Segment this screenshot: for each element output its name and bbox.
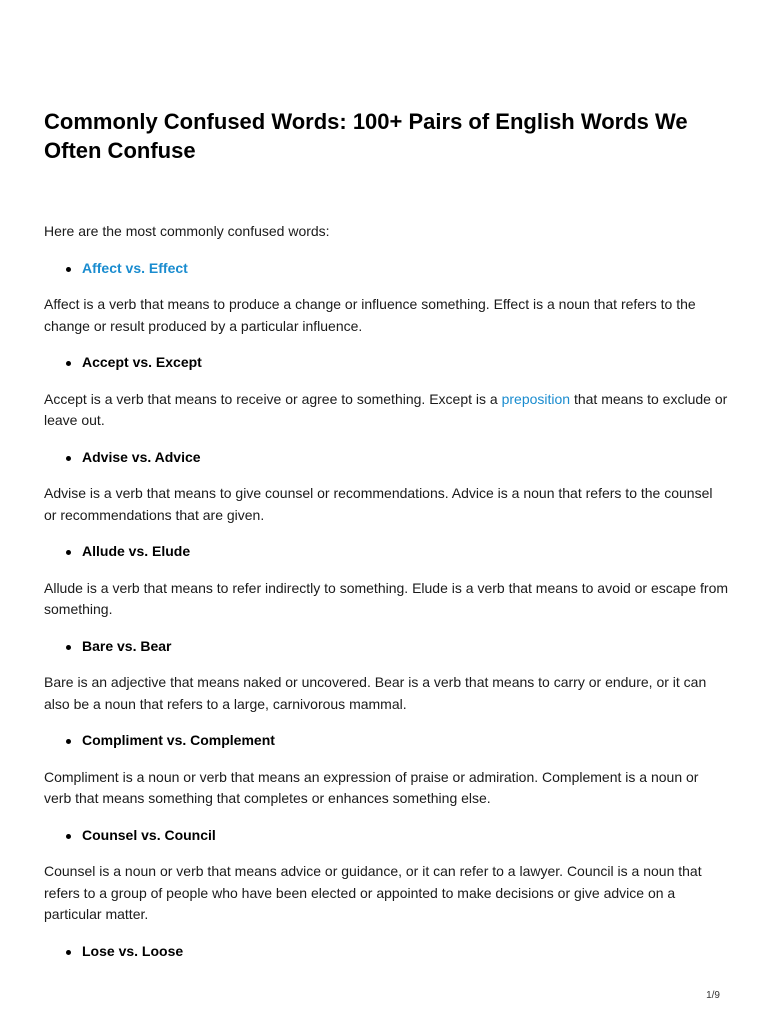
- entry-desc-affect-effect: Affect is a verb that means to produce a change or influence something. Effect is a noun that refers to the change or result produced by a particular influence.: [44, 296, 696, 334]
- entry-term-lose-loose: [44, 941, 728, 963]
- entry-term-bare-bear: [44, 636, 728, 658]
- term-label-advise-advice: Advise vs. Advice: [44, 447, 728, 469]
- bullet-icon: [66, 950, 71, 955]
- bullet-icon: [66, 456, 71, 461]
- entry-desc-compliment-complement: Compliment is a noun or verb that means an expression of praise or admiration. Complement is a noun or verb that means something that completes or enhances something else.: [44, 768, 699, 806]
- document-body: [44, 221, 728, 977]
- term-label-bare-bear: Bare vs. Bear: [44, 636, 728, 658]
- entry-desc-counsel-council: Counsel is a noun or verb that means advice or guidance, or it can refer to a lawyer. Council is a noun that refers to a group of people who have been elected or appointed to make decisions or give advice on a particular matter.: [44, 863, 702, 922]
- entry-term-accept-except: [44, 352, 728, 374]
- term-label-counsel-council: Counsel vs. Council: [44, 825, 728, 847]
- bullet-icon: [66, 739, 71, 744]
- entry-term-allude-elude: [44, 541, 728, 563]
- bullet-icon: [66, 361, 71, 366]
- bullet-icon: [66, 834, 71, 839]
- term-label-compliment-complement: Compliment vs. Complement: [44, 730, 728, 752]
- entry-desc-bare-bear: Bare is an adjective that means naked or uncovered. Bear is a verb that means to carry or endure, or it can also be a noun that refers to a large, carnivorous mammal.: [44, 674, 707, 712]
- entry-term-compliment-complement: [44, 730, 728, 752]
- entry-term-affect-effect: [44, 258, 728, 280]
- entry-term-advise-advice: [44, 447, 728, 469]
- entry-desc-accept-except: Accept is a verb that means to receive or agree to something. Except is a preposition that means to exclude or leave out.: [44, 390, 728, 428]
- term-label-lose-loose: Lose vs. Loose: [44, 941, 728, 963]
- term-label-accept-except: Accept vs. Except: [44, 352, 728, 374]
- page-title: Commonly Confused Words: 100+ Pairs of English Words We Often Confuse: [44, 109, 688, 163]
- bullet-icon: [66, 267, 71, 272]
- page-number: 1/9: [706, 990, 720, 1001]
- term-label-allude-elude: Allude vs. Elude: [44, 541, 728, 563]
- intro-text: Here are the most commonly confused words:: [44, 223, 330, 239]
- entry-desc-advise-advice: Advise is a verb that means to give counsel or recommendations. Advice is a noun that refers to the counsel or recommendations that are given.: [44, 485, 713, 523]
- bullet-icon: [66, 550, 71, 555]
- bullet-icon: [66, 645, 71, 650]
- entry-term-counsel-council: [44, 825, 728, 847]
- preposition-link[interactable]: preposition: [501, 390, 571, 407]
- term-link-affect-effect[interactable]: Affect vs. Effect: [82, 259, 188, 276]
- entry-desc-allude-elude: Allude is a verb that means to refer indirectly to something. Elude is a verb that means to avoid or escape from something.: [44, 579, 729, 617]
